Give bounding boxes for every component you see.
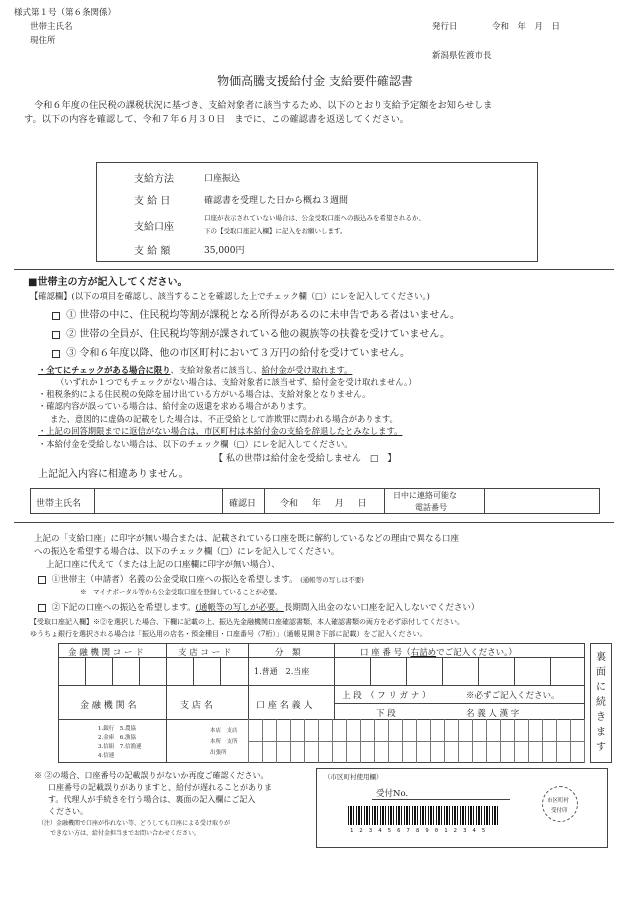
note-5: ・本給付金を受給しない場合は、以下のチェック欄（□）にレを記入してください。: [38, 439, 353, 449]
footer-note-4: ください。: [48, 807, 88, 816]
option-1-checkbox[interactable]: [38, 576, 46, 584]
checkbox-3[interactable]: [52, 350, 60, 358]
side-char: 裏: [596, 652, 606, 663]
page-title: 物価高騰支援給付金 支給要件確認書: [217, 74, 413, 88]
option-2-label-a: ②下記の口座への振込を希望します。: [51, 603, 196, 613]
note-1: [38, 364, 352, 376]
note-1-sub: （いずれか１つでもチェックがない場合は、支給対象者に該当せず、給付金を受け取れません。）: [56, 377, 417, 387]
recv-intro-1: 【受取口座記入欄】※②を選択した場合、下欄に記載の上、振込先金融機関口座確認書類、本人確認書類の両方を必ず添付してください。: [30, 618, 464, 626]
bank-type-1: 1.銀行 5.農協: [98, 726, 136, 732]
footer-note-3: す。代理人が手続きを行う場合は、裏面の記入欄にご記入: [48, 795, 256, 804]
option-1-sub: ※ マイナポータル等から公金受取口座を登録していることが必要。: [80, 588, 282, 596]
householder-heading: ■世帯主の方が記入してください。: [28, 277, 188, 288]
note-4: ・上記の回答期限までに返信がない場合は、市区町村は本給付金の支給を辞退したとみなします。: [38, 426, 403, 436]
barcode: [348, 806, 498, 825]
branch-type-1: 本店 支店: [210, 728, 238, 734]
option-1-note: (通帳等の写しは不要): [300, 576, 364, 584]
account-no-header-a: 口 座 番 号（: [360, 648, 411, 658]
decline-option[interactable]: 【 私の世帯は給付金を受給しません □ 】: [214, 454, 397, 464]
intro-line-2: す。以下の内容を確認して、令和７年６月３０日 までに、この確認書を返送してください。: [24, 114, 409, 125]
checkbox-2[interactable]: [52, 331, 60, 339]
upper-label: 上 段 （ フ リ ガ ナ ）: [342, 691, 431, 701]
side-char: す: [596, 742, 606, 753]
note-2: ・租税条約による住民税の免除を届け出ている方がいる場合は、支給対象となりません。: [38, 389, 371, 399]
stamp-circle: [542, 786, 578, 822]
option-1-label: ①世帯主（申請者）名義の公金受取口座への振込を希望します。: [51, 575, 298, 585]
account-value-1: 口座が表示されていない場合は、公金受取口座への振込みを希望されるか、: [204, 214, 425, 222]
sig-phone-label-2: 電話番号: [415, 503, 447, 512]
method-label: 支給方法: [134, 174, 174, 185]
lower-label: 下 段: [376, 709, 396, 719]
bank-type-3: 3.信組 7.信漁連: [98, 744, 142, 750]
option-2-label-c: 長期間入出金のない口座を記入しないでください）: [283, 603, 480, 613]
confirm-statement: 上記記入内容に相違ありません。: [38, 469, 189, 480]
form-number: 様式第１号（第６条関係）: [14, 8, 117, 18]
householder-name-label: 世帯主氏名: [30, 22, 73, 32]
note-1-c: 給付金が受け取れます。: [261, 365, 353, 375]
check-item-1[interactable]: [52, 306, 460, 321]
office-use-label: （市区町村使用欄）: [324, 773, 383, 781]
footer-note-5: （注）金融機関で口座が作れない等、どうしても口座による受け取りが: [38, 820, 231, 827]
stamp-line-1: 市区町村: [547, 798, 570, 804]
note-1-b: 、支給対象者に該当し、: [170, 365, 262, 375]
note-3: ・確認内容が誤っている場合は、給付金の返還を求める場合があります。: [38, 401, 312, 411]
type-options[interactable]: 1.普通 2.当座: [254, 667, 310, 676]
sig-phone-field[interactable]: [488, 491, 598, 511]
side-char: 面: [596, 667, 606, 678]
receipt-label: 受付No.: [376, 789, 409, 799]
account-value-2: 下の【受取口座記入欄】に記入をお願いします。: [204, 227, 347, 235]
account-label: 支給口座: [134, 222, 174, 233]
issuer: 新潟県佐渡市長: [432, 51, 492, 61]
side-note: [595, 650, 607, 755]
note-1-a: ・全てにチェックがある場合に限り: [38, 365, 171, 375]
upper-note: ※必ずご記入ください。: [466, 691, 560, 701]
intro-line-1: 令和６年度の住民税の課税状況に基づき、支給対象者に該当するため、以下のとおり支給予定額をお知らせしま: [34, 100, 493, 111]
sig-date-value[interactable]: 令和 年 月 日: [280, 499, 367, 509]
issue-date-value: 令和 年 月 日: [492, 22, 561, 32]
note-3-sub: また、意図的に虚偽の記載をした場合は、不正受給として詐欺罪に問われる場合があります。: [50, 414, 398, 424]
footer-note-2: 口座番号の記載誤りがありますと、給付が遅れることがありま: [48, 783, 272, 792]
check-item-2-label: ② 世帯の全員が、住民税均等割が課されている他の親族等の扶養を受けていません。: [66, 329, 450, 340]
check-item-2[interactable]: [52, 325, 450, 340]
checkbox-1[interactable]: [52, 312, 60, 320]
account-no-header-u: 右詰め: [410, 648, 437, 658]
date-value: 確認書を受理した日から概ね３週間: [204, 196, 349, 206]
footer-note-6: できない方は、給付金担当までお問い合わせください。: [50, 830, 201, 837]
date-label: 支 給 日: [134, 196, 171, 207]
option-2[interactable]: [38, 601, 479, 613]
bank-name-label: 金 融 機 関 名: [80, 701, 137, 711]
branch-name-label: 支 店 名: [180, 701, 213, 711]
bank-code-header: 金 融 機 関 コ ー ド: [68, 648, 144, 658]
option-2-label-b: (通帳等の写しが必要。: [195, 603, 284, 613]
account-no-header-b: でご記入ください。）: [436, 648, 517, 658]
check-intro: 【確認欄】(以下の項目を確認し、該当することを確認した上でチェック欄（□）にレを記入してください。): [30, 291, 430, 301]
side-char: ま: [596, 727, 606, 738]
branch-code-header: 支 店 コ ー ド: [178, 648, 232, 658]
divider: [14, 269, 614, 270]
barcode-digits: 1 2 3 4 5 6 7 8 9 0 1 2 3 4 5: [350, 828, 487, 834]
recv-intro-2: ゆうちょ銀行を選択される場合は「振込用の店名・預金種目・口座番号（7桁）」（通帳見開き下部に記載）をご記入ください。: [30, 630, 427, 638]
holder-kanji-label: 名 義 人 漢 字: [466, 709, 520, 719]
side-char: に: [596, 682, 606, 693]
bank-type-4: 4.信連: [98, 753, 115, 759]
side-char: き: [596, 712, 606, 723]
check-item-3-label: ③ 令和６年度以降、他の市区町村において３万円の給付を受けていません。: [66, 348, 410, 359]
sig-phone-label-1: 日中に連絡可能な: [393, 491, 457, 500]
type-header: 分 類: [275, 648, 301, 658]
sig-date-label: 確認日: [229, 499, 257, 509]
issue-date-label: 発行日: [432, 22, 458, 32]
account-p2: への振込を希望する場合は、以下のチェック欄（□）にレを記入してください。: [34, 547, 340, 557]
holder-name-label: 口 座 名 義 人: [256, 701, 313, 711]
option-2-checkbox[interactable]: [38, 604, 46, 612]
side-char: 続: [596, 697, 606, 708]
footer-note-1: ※ ②の場合、口座番号の記載誤りがないか再度ご確認ください。: [34, 771, 269, 780]
branch-type-3: 出張所: [210, 750, 227, 756]
option-1[interactable]: [38, 573, 364, 585]
amount-label: 支 給 額: [134, 246, 171, 257]
sig-name-field[interactable]: [98, 491, 220, 511]
address-label: 現住所: [30, 36, 56, 46]
account-p1: 上記の「支給口座」に印字が無い場合または、記載されている口座を既に解約しているなどの理由で異なる口座: [34, 534, 460, 544]
check-item-1-label: ① 世帯の中に、住民税均等割が課税となる所得があるのに未申告である者はいません。: [66, 310, 460, 321]
account-no-header: [360, 646, 517, 658]
branch-type-2: 本所 支所: [210, 739, 238, 745]
stamp-line-2: 受付印: [551, 808, 568, 814]
sig-name-label: 世帯主氏名: [36, 499, 82, 509]
divider: [14, 522, 614, 523]
account-p3: 上記口座に代えて（または上記の口座欄に印字が無い場合）、: [46, 560, 280, 570]
amount-value: 35,000円: [204, 246, 245, 256]
bank-type-2: 2.金庫 6.漁協: [98, 735, 136, 741]
method-value: 口座振込: [204, 174, 241, 184]
check-item-3[interactable]: [52, 344, 410, 359]
